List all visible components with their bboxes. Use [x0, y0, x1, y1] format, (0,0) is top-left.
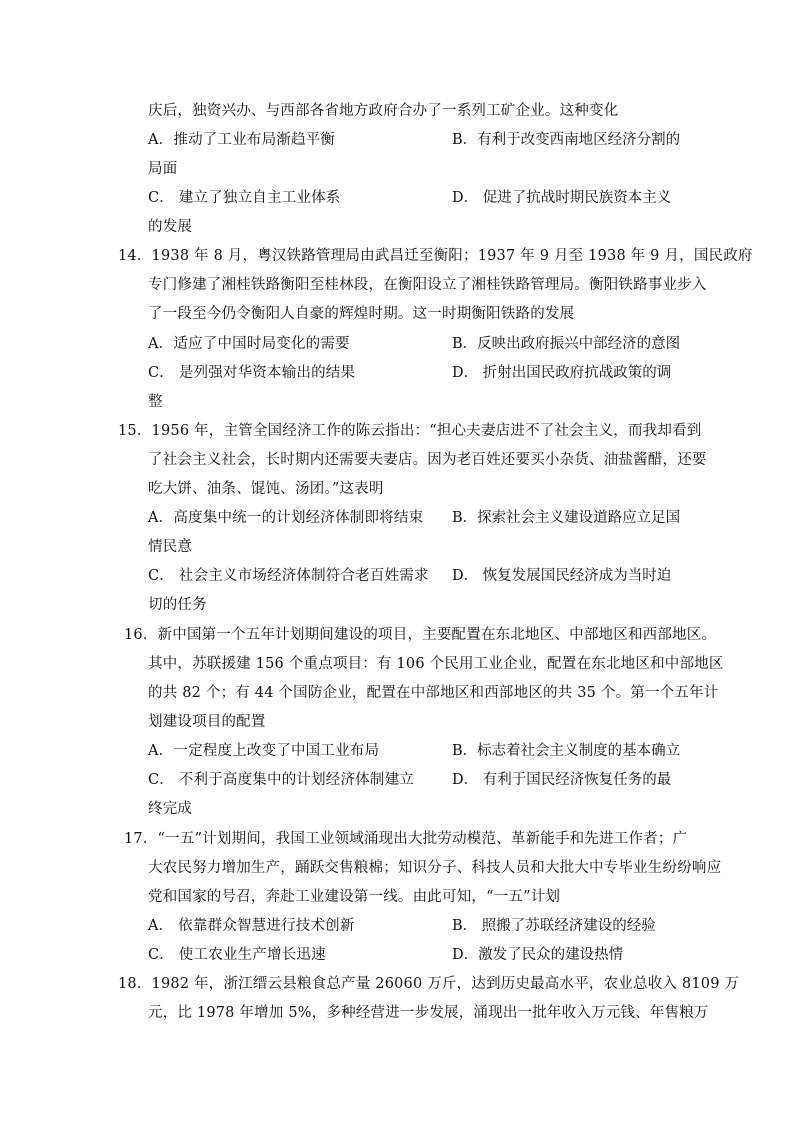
q13-option-d: D． 促进了抗战时期民族资本主义 — [452, 190, 672, 206]
q15-option-c: C． 社会主义市场经济体制符合老百姓需求 — [148, 568, 429, 584]
q15-option-b-cont: 情民意 — [148, 539, 193, 555]
q15-stem-line-3: 吃大饼、油条、馄饨、汤团。”这表明 — [148, 481, 384, 497]
q16-option-a: A．一定程度上改变了中国工业布局 — [148, 743, 380, 759]
q16-option-d: D． 有利于国民经济恢复任务的最 — [452, 772, 672, 788]
q17-stem-line-1: 17．“一五”计划期间，我国工业领域涌现出大批劳动模范、革新能手和先进工作者；广 — [124, 831, 688, 847]
q16-option-d-cont: 终完成 — [148, 801, 193, 817]
q15-option-d-cont: 切的任务 — [148, 597, 207, 613]
q15-stem-line-1: 15．1956 年，主管全国经济工作的陈云指出：“担心夫妻店进不了社会主义，而我却看到 — [118, 423, 702, 439]
q16-stem-line-2: 其中，苏联援建 156 个重点项目：有 106 个民用工业企业，配置在东北地区和中部地区 — [148, 656, 724, 672]
q14-stem-line-2: 专门修建了湘桂铁路衡阳至桂林段，在衡阳设立了湘桂铁路管理局。衡阳铁路事业步入 — [148, 277, 707, 293]
q16-option-c: C． 不利于高度集中的计划经济体制建立 — [148, 772, 415, 788]
q14-stem-line-1: 14．1938 年 8 月，粤汉铁路管理局由武昌迁至衡阳；1937 年 9 月至 1938 年 9 月，国民政府 — [118, 248, 753, 264]
q14-option-b: B．反映出政府振兴中部经济的意图 — [452, 336, 681, 352]
q17-option-b: B． 照搬了苏联经济建设的经验 — [452, 918, 656, 934]
q14-option-d: D． 折射出国民政府抗战政策的调 — [452, 365, 672, 381]
q18-stem-line-2: 元，比 1978 年增加 5%，多种经营进一步发展，涌现出一批年收入万元钱、年售粮万 — [148, 1005, 709, 1021]
q14-option-d-cont: 整 — [148, 394, 163, 410]
q17-option-a: A． 依靠群众智慧进行技术创新 — [148, 918, 355, 934]
q13-option-b: B．有利于改变西南地区经济分割的 — [452, 132, 681, 148]
q17-stem-line-2: 大农民努力增加生产，踊跃交售粮棉；知识分子、科技人员和大批大中专毕业生纷纷响应 — [148, 860, 722, 876]
q16-option-b: B．标志着社会主义制度的基本确立 — [452, 743, 681, 759]
q15-option-d: D． 恢复发展国民经济成为当时迫 — [452, 568, 672, 584]
q15-stem-line-2: 了社会主义社会，长时期内还需要夫妻店。因为老百姓还要买小杂货、油盐酱醋，还要 — [148, 452, 707, 468]
q16-stem-line-1: 16．新中国第一个五年计划期间建设的项目，主要配置在东北地区、中部地区和西部地区。 — [124, 627, 717, 643]
q16-stem-line-3: 的共 82 个；有 44 个国防企业，配置在中部地区和西部地区的共 35 个。第一个五年计 — [148, 685, 719, 701]
q16-stem-line-4: 划建设项目的配置 — [148, 714, 266, 730]
q14-stem-line-3: 了一段至今仍令衡阳人自豪的辉煌时期。这一时期衡阳铁路的发展 — [148, 306, 575, 322]
q14-option-a: A．适应了中国时局变化的需要 — [148, 336, 350, 352]
q13-option-c: C． 建立了独立自主工业体系 — [148, 190, 341, 206]
q13-option-b-cont: 局面 — [148, 161, 178, 177]
q17-stem-line-3: 党和国家的号召，奔赴工业建设第一线。由此可知，“一五”计划 — [148, 889, 561, 905]
q13-option-d-cont: 的发展 — [148, 219, 193, 235]
q18-stem-line-1: 18．1982 年，浙江缙云县粮食总产量 26060 万斤，达到历史最高水平，农业总收入 8109 万 — [118, 976, 740, 992]
q13-stem-tail: 庆后，独资兴办、与西部各省地方政府合办了一系列工矿企业。这种变化 — [148, 103, 619, 119]
q14-option-c: C． 是列强对华资本输出的结果 — [148, 365, 356, 381]
q17-option-d: D．激发了民众的建设热情 — [452, 947, 624, 963]
q17-option-c: C． 使工农业生产增长迅速 — [148, 947, 326, 963]
q15-option-a: A．高度集中统一的计划经济体制即将结束 — [148, 510, 424, 526]
q13-option-a: A．推动了工业布局渐趋平衡 — [148, 132, 336, 148]
q15-option-b: B．探索社会主义建设道路应立足国 — [452, 510, 681, 526]
